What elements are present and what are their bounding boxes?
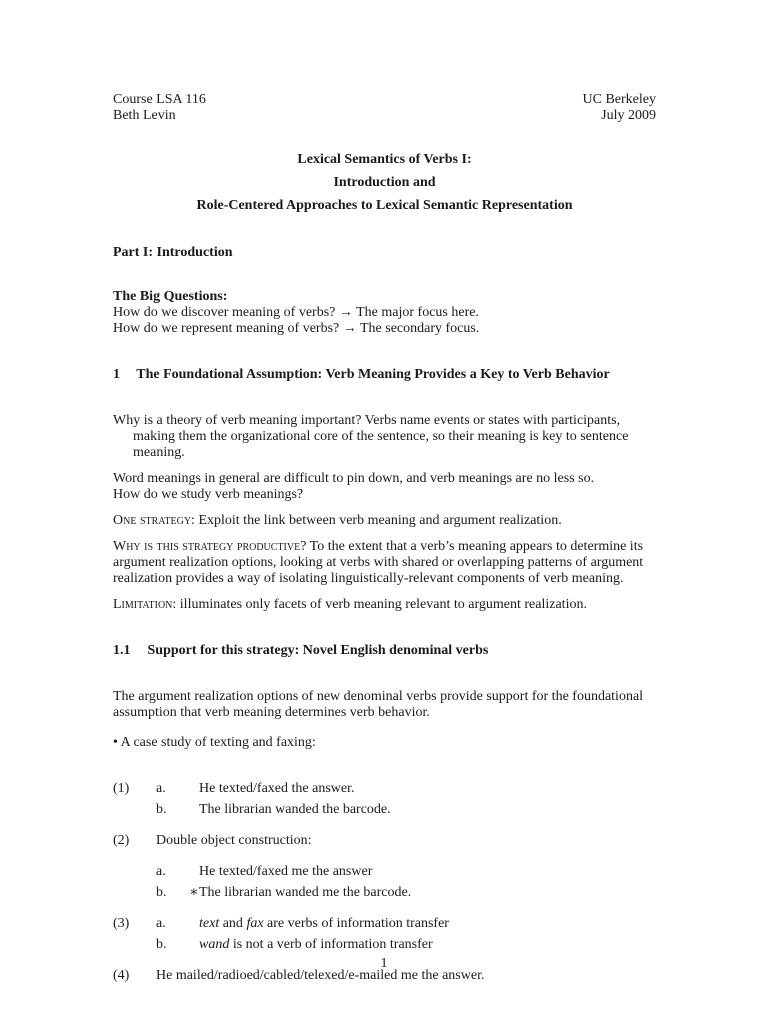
example-item	[156, 802, 656, 823]
example-3	[113, 916, 656, 958]
item-label: a.	[156, 781, 166, 796]
page-number: 1	[380, 956, 388, 971]
question-2: How do we represent meaning of verbs? → The secondary focus.	[113, 321, 480, 336]
subsection-title: Support for this strategy: Novel English denominal verbs	[147, 643, 489, 658]
question-1: How do we discover meaning of verbs? → The major focus here.	[113, 305, 479, 320]
strategy-label: One strategy:	[113, 513, 195, 528]
item-text: He texted/faxed me the answer	[199, 864, 373, 879]
example-intro	[156, 833, 656, 854]
author-name: Beth Levin	[113, 108, 176, 123]
part-heading: Part I: Introduction	[113, 245, 233, 260]
document-title	[113, 148, 656, 217]
example-item	[156, 937, 656, 958]
item-text: The librarian wanded me the barcode.	[199, 885, 412, 900]
example-item	[156, 781, 656, 802]
title-line-1: Lexical Semantics of Verbs I:	[297, 152, 472, 167]
paragraph-line: Word meanings in general are difficult to pin down, and verb meanings are no less so.	[113, 471, 595, 486]
example-number: (2)	[113, 833, 130, 848]
item-text: is not a verb of information transfer	[229, 937, 433, 952]
item-label: a.	[156, 916, 166, 931]
subsection-number: 1.1	[113, 643, 131, 658]
big-questions-block	[113, 289, 656, 337]
item-label: b.	[156, 937, 167, 952]
ungrammatical-star: ∗	[189, 885, 199, 900]
strategy-text: Exploit the link between verb meaning and argument realization.	[194, 513, 562, 528]
item-text: Double object construction:	[156, 833, 312, 848]
section-number: 1	[113, 367, 120, 382]
paragraph-word-meanings	[113, 471, 656, 503]
item-text: are verbs of information transfer	[263, 916, 449, 931]
bullet-text: A case study of texting and faxing:	[117, 735, 316, 750]
italic-term: fax	[246, 916, 264, 931]
paragraph-why-productive	[113, 539, 656, 587]
section-1-1-heading	[113, 643, 656, 659]
course-label: Course LSA 116	[113, 92, 206, 107]
example-number: (3)	[113, 916, 130, 931]
section-1-heading	[113, 367, 656, 383]
example-1	[113, 781, 656, 823]
paragraph-verb-meaning-importance: Why is a theory of verb meaning important? Verbs name events or states with participants, making them the organizational core of the sentence, so their meaning is key to sentence meaning.	[113, 413, 629, 460]
example-number: (1)	[113, 781, 130, 796]
institution-label: UC Berkeley	[582, 92, 656, 107]
example-number: (4)	[113, 968, 130, 983]
bullet-icon: •	[113, 735, 118, 750]
big-questions-heading: The Big Questions:	[113, 289, 228, 304]
item-text: He texted/faxed the answer.	[199, 781, 355, 796]
document-page	[113, 92, 656, 984]
item-label: a.	[156, 864, 166, 879]
paragraph-denominal-support: The argument realization options of new denominal verbs provide support for the foundational assumption that verb meaning determines verb behavior.	[113, 689, 644, 720]
item-label: b.	[156, 885, 167, 900]
item-label: b.	[156, 802, 167, 817]
limitation-label: Limitation:	[113, 597, 177, 612]
item-text: He mailed/radioed/cabled/telexed/e-mailed me the answer.	[156, 968, 485, 983]
section-title: The Foundational Assumption: Verb Meaning Provides a Key to Verb Behavior	[136, 367, 610, 382]
example-2	[113, 833, 656, 906]
paragraph-one-strategy	[113, 513, 656, 529]
italic-term: wand	[199, 937, 230, 952]
productive-label: Why is this strategy productive	[113, 539, 301, 554]
title-line-3: Role-Centered Approaches to Lexical Semantic Representation	[196, 198, 573, 213]
example-item	[156, 916, 656, 937]
document-header	[113, 92, 656, 124]
bullet-case-study	[113, 735, 656, 751]
paragraph-line: How do we study verb meanings?	[113, 487, 304, 502]
paragraph-limitation	[113, 597, 656, 613]
example-item	[156, 864, 656, 885]
example-item	[156, 885, 656, 906]
productive-text: ? To the extent that a verb’s meaning appears to determine its argument realization options, looking at verbs with shared or overlapping patterns of argument realization provides a way of isolating linguistically-relevant components of verb meaning.	[113, 539, 644, 586]
limitation-text: illuminates only facets of verb meaning relevant to argument realization.	[176, 597, 587, 612]
item-text: The librarian wanded the barcode.	[199, 802, 391, 817]
date-label: July 2009	[601, 108, 656, 123]
italic-term: text	[199, 916, 220, 931]
title-line-2: Introduction and	[333, 175, 436, 190]
item-text: and	[219, 916, 247, 931]
